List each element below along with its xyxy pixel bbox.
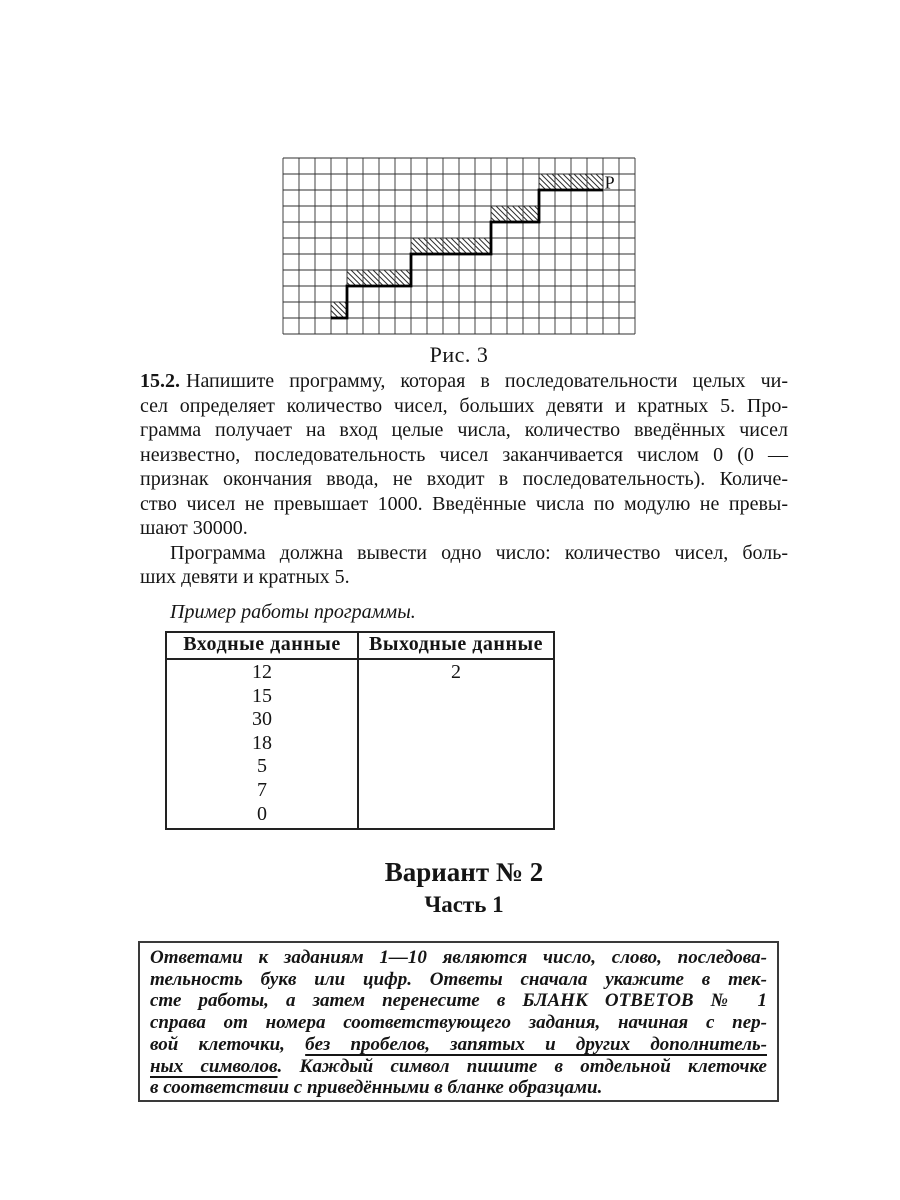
text-line <box>140 565 788 590</box>
io-table <box>165 631 555 830</box>
io-table-header-row <box>166 632 554 659</box>
hatched-cells <box>347 270 411 286</box>
instruction-box <box>138 941 779 1102</box>
input-value: 15 <box>252 684 272 707</box>
text-line <box>150 1034 767 1056</box>
variant-heading: Вариант № 2 <box>384 857 544 887</box>
underlined-text: ных символов <box>150 1055 278 1077</box>
text-line <box>140 418 788 443</box>
text-segment: Ответами к заданиям 1—10 являются число, слово, последова- <box>150 947 767 968</box>
output-data-cell <box>358 659 554 829</box>
hatched-cells <box>539 174 603 190</box>
text-segment: Напишите программу, которая в последовательности целых чи- <box>186 370 788 392</box>
text-line <box>140 394 788 419</box>
endpoint-label: P <box>604 172 615 193</box>
figure-caption: Рис. 3 <box>429 342 489 367</box>
text-line <box>150 969 767 991</box>
part-heading: Часть 1 <box>424 892 504 917</box>
text-segment: признак окончания ввода, не входит в последовательность). Количе- <box>140 468 788 490</box>
text-segment: сте работы, а затем перенесите в БЛАНК ОТВЕТОВ № 1 <box>150 990 767 1012</box>
text-segment: справа от номера соответствующего задания, начиная с пер- <box>150 1012 767 1034</box>
text-line <box>140 443 788 468</box>
text-line <box>150 1077 767 1099</box>
problem-number: 15.2. <box>140 370 180 392</box>
input-value: 7 <box>257 778 267 801</box>
grid-figure <box>282 157 636 340</box>
text-line <box>140 467 788 492</box>
input-value: 5 <box>257 755 267 778</box>
text-segment: шают 30000. <box>140 517 248 539</box>
io-header-input: Входные данные <box>166 632 358 659</box>
text-segment: вой клеточки, <box>150 1033 306 1055</box>
io-header-output: Выходные данные <box>358 632 554 659</box>
staircase-grid <box>282 157 636 335</box>
hatched-cells <box>411 238 491 254</box>
text-line <box>150 1012 767 1034</box>
text-line <box>150 990 767 1012</box>
text-line <box>140 492 788 517</box>
underlined-text: без пробелов, запятых и других дополнитель- <box>305 1033 767 1055</box>
input-value: 12 <box>252 661 272 683</box>
input-value: 0 <box>257 802 267 825</box>
text-segment: сел определяет количество чисел, больших девяти и кратных 5. Про- <box>140 394 788 417</box>
io-table-body-row <box>166 659 554 829</box>
text-segment: в соответствии с приведёнными в бланке образцами. <box>150 1077 603 1099</box>
text-segment: ство чисел не превышает 1000. Введённые числа по модулю не превы- <box>140 492 788 515</box>
input-data-cell <box>166 659 358 829</box>
text-segment: неизвестно, последовательность чисел заканчивается числом 0 (0 — <box>140 443 788 466</box>
text-line <box>140 516 788 541</box>
text-segment: тельность букв или цифр. Ответы сначала укажите в тек- <box>150 968 767 990</box>
input-value: 18 <box>252 731 272 754</box>
text-segment: Программа должна вывести одно число: количество чисел, боль- <box>170 541 788 564</box>
hatched-cells <box>331 302 347 318</box>
text-line <box>140 369 788 394</box>
text-line <box>150 947 767 969</box>
text-segment: ших девяти и кратных 5. <box>140 566 350 588</box>
input-value: 30 <box>252 708 272 731</box>
output-value: 2 <box>451 661 461 683</box>
text-segment: грамма получает на вход целые числа, количество введённых чисел <box>140 419 788 441</box>
problem-text <box>140 369 788 590</box>
text-line <box>140 541 788 566</box>
example-caption: Пример работы программы. <box>170 601 416 623</box>
text-line <box>150 1056 767 1078</box>
hatched-cells <box>491 206 539 222</box>
text-segment: . Каждый символ пишите в отдельной клеточке <box>277 1055 767 1077</box>
